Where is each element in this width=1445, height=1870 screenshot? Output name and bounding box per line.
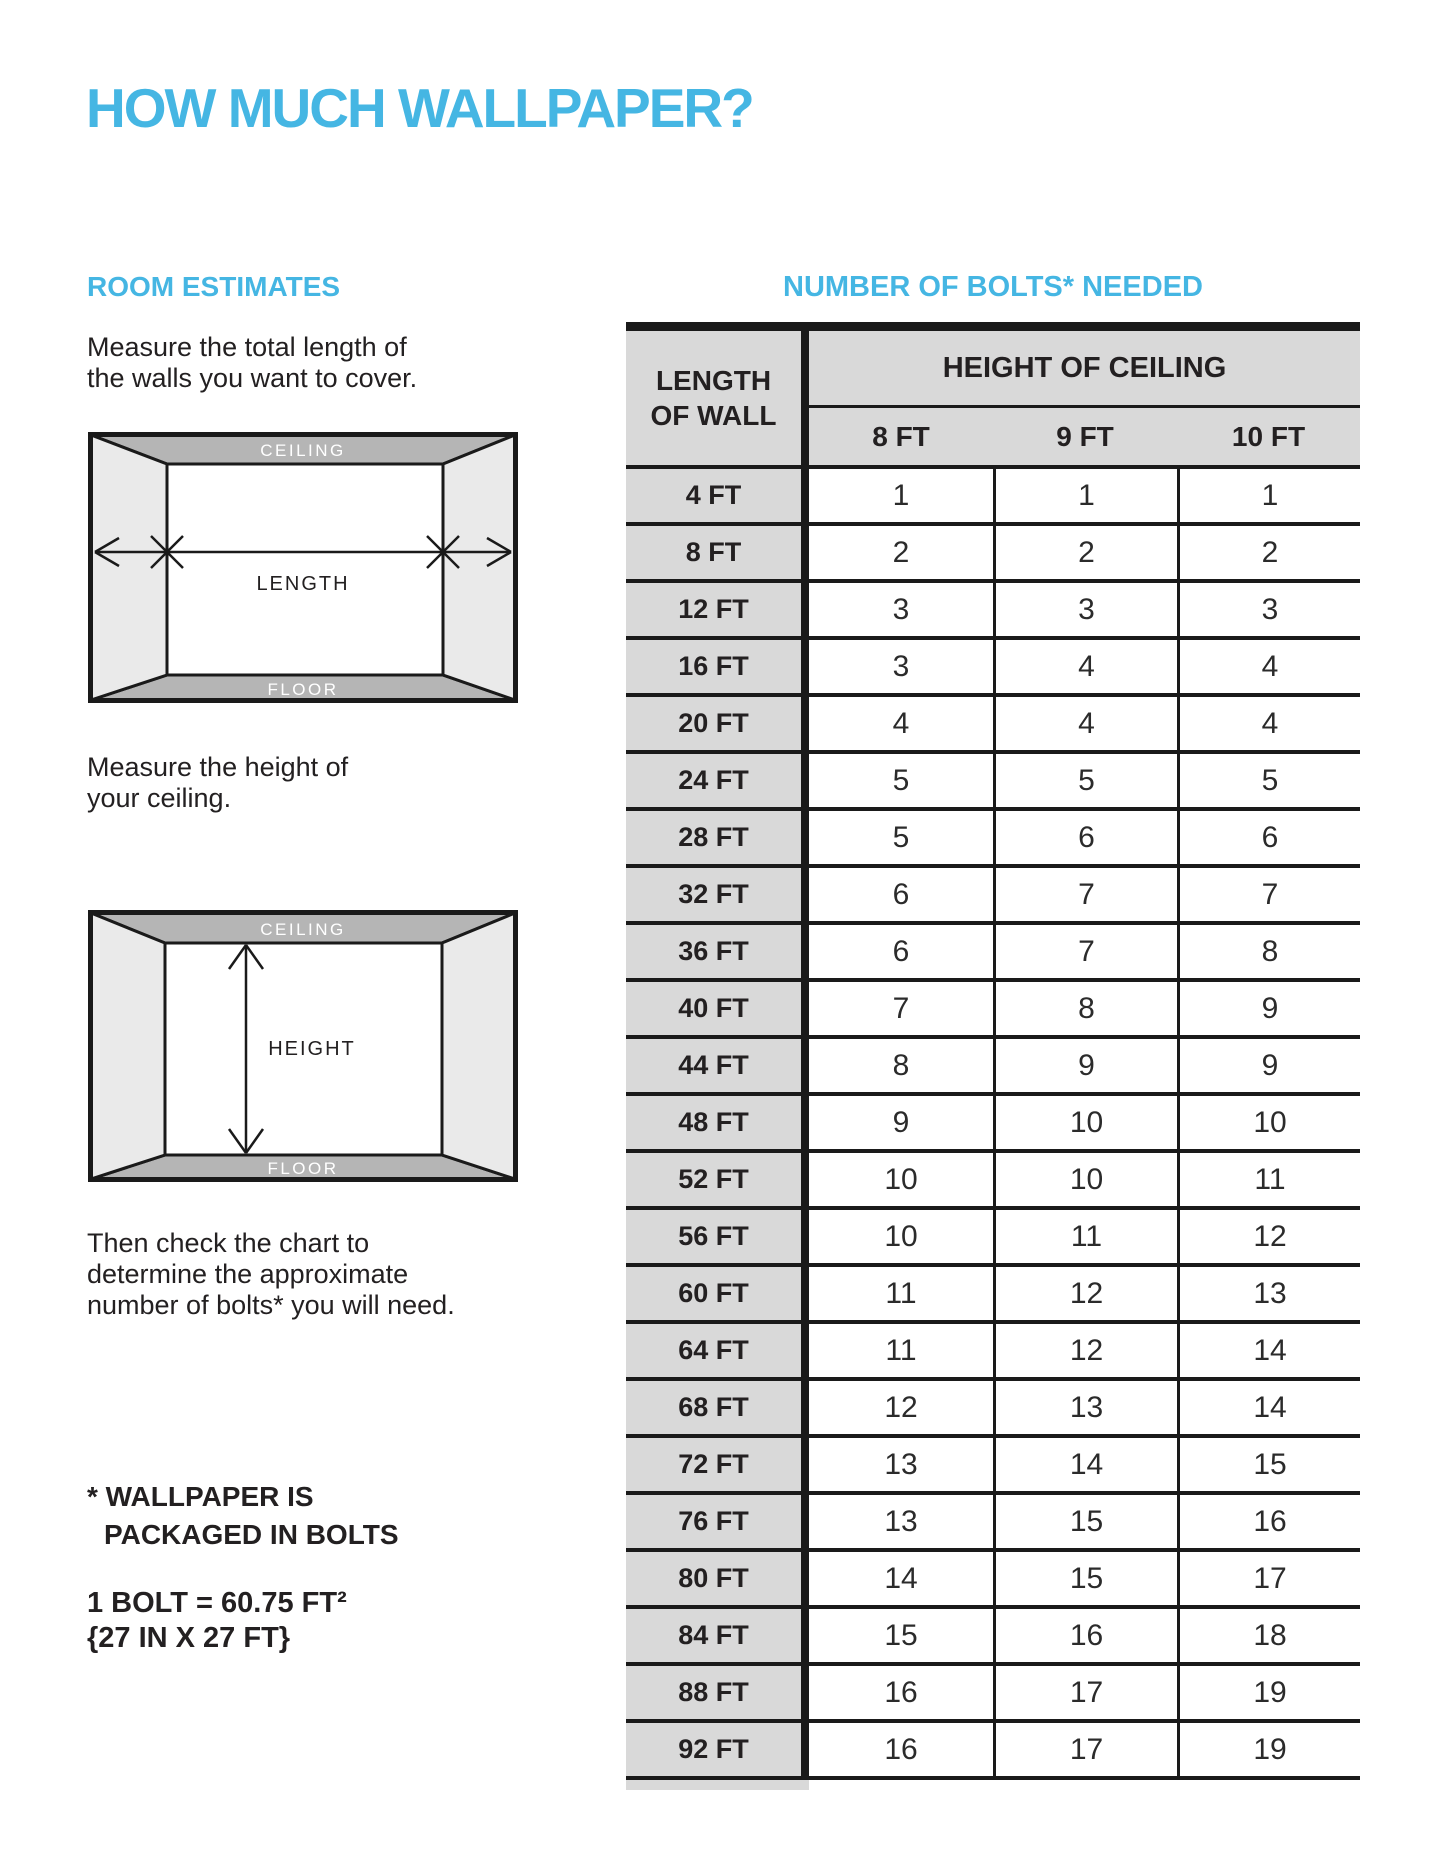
bolt-count-cell-10ft: 18 <box>1177 1609 1360 1662</box>
table-row <box>626 1605 1360 1662</box>
ceiling-label: CEILING <box>260 920 346 939</box>
check-chart-paragraph <box>87 1228 455 1321</box>
row-label: 68 FT <box>626 1381 809 1434</box>
bolt-count-cell-10ft: 1 <box>1177 469 1360 522</box>
column-header-10ft: 10 FT <box>1231 420 1306 452</box>
bolt-count-cell-10ft: 9 <box>1177 1039 1360 1092</box>
table-row <box>626 978 1360 1035</box>
bolt-count-cell-9ft: 15 <box>993 1495 1177 1548</box>
table-header <box>626 331 1360 465</box>
length-of-wall-header <box>626 331 809 465</box>
bolt-size-line: 1 BOLT = 60.75 FT² <box>87 1587 347 1619</box>
bolt-count-cell-10ft: 8 <box>1177 925 1360 978</box>
wallpaper-bolts-footnote <box>87 1478 399 1554</box>
bolt-count-cell-10ft: 6 <box>1177 811 1360 864</box>
table-row <box>626 465 1360 522</box>
bolt-count-cell-9ft: 12 <box>993 1267 1177 1320</box>
table-row <box>626 1548 1360 1605</box>
bolt-count-cell-9ft: 4 <box>993 697 1177 750</box>
bolt-count-cell-10ft: 4 <box>1177 640 1360 693</box>
row-label: 24 FT <box>626 754 809 807</box>
table-row <box>626 1719 1360 1776</box>
table-row <box>626 1092 1360 1149</box>
paragraph-line: your ceiling. <box>87 783 232 813</box>
bolt-count-cell-9ft: 10 <box>993 1096 1177 1149</box>
row-label: 88 FT <box>626 1666 809 1719</box>
bolt-count-cell-9ft: 6 <box>993 811 1177 864</box>
bolt-count-cell-10ft: 9 <box>1177 982 1360 1035</box>
bolt-size-note <box>87 1586 347 1656</box>
bolt-count-cell-10ft: 15 <box>1177 1438 1360 1491</box>
row-label: 80 FT <box>626 1552 809 1605</box>
bolts-table <box>626 322 1360 1790</box>
room-length-diagram <box>88 432 518 703</box>
paragraph-line: Then check the chart to <box>87 1228 370 1258</box>
bolt-count-cell-8ft: 10 <box>809 1210 993 1263</box>
row-label: 12 FT <box>626 583 809 636</box>
bolt-count-cell-8ft: 5 <box>809 811 993 864</box>
bolt-count-cell-10ft: 19 <box>1177 1723 1360 1776</box>
table-row <box>626 1491 1360 1548</box>
table-row <box>626 636 1360 693</box>
bolt-count-cell-10ft: 13 <box>1177 1267 1360 1320</box>
left-wall-plane <box>91 913 165 1179</box>
right-wall-plane <box>442 913 515 1179</box>
footnote-line: PACKAGED IN BOLTS <box>104 1519 399 1550</box>
bolt-count-cell-8ft: 9 <box>809 1096 993 1149</box>
paragraph-line: determine the approximate <box>87 1259 409 1289</box>
bolt-count-cell-9ft: 7 <box>993 925 1177 978</box>
right-wall-plane <box>443 435 515 700</box>
row-label: 28 FT <box>626 811 809 864</box>
bolt-count-cell-9ft: 8 <box>993 982 1177 1035</box>
bolt-count-cell-8ft: 16 <box>809 1723 993 1776</box>
ceiling-height-column-headers <box>809 408 1360 465</box>
row-label: 4 FT <box>626 469 809 522</box>
row-label: 36 FT <box>626 925 809 978</box>
length-label: LENGTH <box>256 573 350 595</box>
bolt-count-cell-8ft: 3 <box>809 640 993 693</box>
bolt-count-cell-9ft: 4 <box>993 640 1177 693</box>
paragraph-line: number of bolts* you will need. <box>87 1290 455 1320</box>
row-label: 60 FT <box>626 1267 809 1320</box>
bolt-count-cell-9ft: 7 <box>993 868 1177 921</box>
bolt-count-cell-10ft: 3 <box>1177 583 1360 636</box>
row-label: 72 FT <box>626 1438 809 1491</box>
column-header-8ft: 8 FT <box>872 420 930 452</box>
bolt-count-cell-9ft: 9 <box>993 1039 1177 1092</box>
measure-height-paragraph <box>87 752 348 814</box>
bolt-count-cell-10ft: 5 <box>1177 754 1360 807</box>
bolt-count-cell-10ft: 2 <box>1177 526 1360 579</box>
bolt-count-cell-10ft: 19 <box>1177 1666 1360 1719</box>
height-of-ceiling-header-group <box>809 331 1360 465</box>
bolt-count-cell-9ft: 5 <box>993 754 1177 807</box>
bolt-count-cell-8ft: 16 <box>809 1666 993 1719</box>
table-row <box>626 750 1360 807</box>
bolt-count-cell-9ft: 14 <box>993 1438 1177 1491</box>
page-title: HOW MUCH WALLPAPER? <box>86 77 753 139</box>
bolt-count-cell-8ft: 11 <box>809 1324 993 1377</box>
bolt-count-cell-9ft: 12 <box>993 1324 1177 1377</box>
header-line: OF WALL <box>650 400 777 431</box>
table-row <box>626 522 1360 579</box>
bolt-count-cell-10ft: 17 <box>1177 1552 1360 1605</box>
bolt-count-cell-9ft: 15 <box>993 1552 1177 1605</box>
floor-label: FLOOR <box>267 680 339 699</box>
bolt-count-cell-9ft: 17 <box>993 1666 1177 1719</box>
table-row <box>626 693 1360 750</box>
height-label: HEIGHT <box>268 1038 356 1060</box>
bolt-count-cell-10ft: 11 <box>1177 1153 1360 1206</box>
table-row <box>626 1263 1360 1320</box>
bolt-size-line: {27 IN X 27 FT} <box>87 1622 291 1654</box>
table-top-border <box>626 322 1360 331</box>
table-row <box>626 864 1360 921</box>
bolt-count-cell-10ft: 14 <box>1177 1324 1360 1377</box>
bolt-count-cell-9ft: 1 <box>993 469 1177 522</box>
table-row <box>626 807 1360 864</box>
bolt-count-cell-8ft: 13 <box>809 1495 993 1548</box>
bolt-count-cell-8ft: 12 <box>809 1381 993 1434</box>
row-label: 44 FT <box>626 1039 809 1092</box>
bolt-count-cell-8ft: 6 <box>809 868 993 921</box>
bolt-count-cell-8ft: 5 <box>809 754 993 807</box>
bolt-count-cell-8ft: 6 <box>809 925 993 978</box>
bolt-count-cell-8ft: 7 <box>809 982 993 1035</box>
bolts-needed-heading: NUMBER OF BOLTS* NEEDED <box>783 271 1203 303</box>
bolt-count-cell-9ft: 17 <box>993 1723 1177 1776</box>
table-row <box>626 1206 1360 1263</box>
bolt-count-cell-9ft: 10 <box>993 1153 1177 1206</box>
bolt-count-cell-8ft: 2 <box>809 526 993 579</box>
room-estimates-heading: ROOM ESTIMATES <box>87 271 341 302</box>
row-label: 48 FT <box>626 1096 809 1149</box>
table-row <box>626 921 1360 978</box>
bolt-count-cell-8ft: 13 <box>809 1438 993 1491</box>
ceiling-label: CEILING <box>260 441 346 460</box>
height-of-ceiling-header: HEIGHT OF CEILING <box>809 331 1360 408</box>
ceiling-height-diagram <box>88 910 518 1182</box>
row-label: 64 FT <box>626 1324 809 1377</box>
table-body <box>626 465 1360 1776</box>
back-wall-plane <box>167 464 443 675</box>
bolt-count-cell-8ft: 10 <box>809 1153 993 1206</box>
table-row <box>626 1662 1360 1719</box>
measure-length-paragraph <box>87 332 417 394</box>
bolt-count-cell-10ft: 12 <box>1177 1210 1360 1263</box>
bolt-count-cell-8ft: 14 <box>809 1552 993 1605</box>
floor-label: FLOOR <box>267 1159 339 1178</box>
paragraph-line: Measure the height of <box>87 752 349 782</box>
table-row <box>626 1434 1360 1491</box>
table-row <box>626 1149 1360 1206</box>
bolt-count-cell-10ft: 14 <box>1177 1381 1360 1434</box>
paragraph-line: the walls you want to cover. <box>87 363 418 393</box>
row-label: 32 FT <box>626 868 809 921</box>
bolt-count-cell-9ft: 3 <box>993 583 1177 636</box>
row-label: 40 FT <box>626 982 809 1035</box>
bolt-count-cell-8ft: 15 <box>809 1609 993 1662</box>
table-bottom-stub <box>626 1780 809 1790</box>
bolt-count-cell-9ft: 16 <box>993 1609 1177 1662</box>
bolt-count-cell-10ft: 10 <box>1177 1096 1360 1149</box>
table-row <box>626 1035 1360 1092</box>
left-wall-plane <box>91 435 167 700</box>
bolt-count-cell-8ft: 1 <box>809 469 993 522</box>
table-row <box>626 1377 1360 1434</box>
bolt-count-cell-8ft: 4 <box>809 697 993 750</box>
row-label: 92 FT <box>626 1723 809 1776</box>
paragraph-line: Measure the total length of <box>87 332 407 362</box>
row-label: 76 FT <box>626 1495 809 1548</box>
bolt-count-cell-9ft: 13 <box>993 1381 1177 1434</box>
bolt-count-cell-9ft: 2 <box>993 526 1177 579</box>
footnote-line: * WALLPAPER IS <box>87 1481 314 1512</box>
row-label: 56 FT <box>626 1210 809 1263</box>
row-label: 84 FT <box>626 1609 809 1662</box>
row-label: 16 FT <box>626 640 809 693</box>
bolt-count-cell-8ft: 8 <box>809 1039 993 1092</box>
bolt-count-cell-10ft: 4 <box>1177 697 1360 750</box>
row-label: 52 FT <box>626 1153 809 1206</box>
header-line: LENGTH <box>655 365 772 396</box>
column-header-9ft: 9 FT <box>1056 420 1114 452</box>
bolt-count-cell-10ft: 7 <box>1177 868 1360 921</box>
bolt-count-cell-8ft: 3 <box>809 583 993 636</box>
row-label: 8 FT <box>626 526 809 579</box>
bolt-count-cell-8ft: 11 <box>809 1267 993 1320</box>
row-label: 20 FT <box>626 697 809 750</box>
bolt-count-cell-10ft: 16 <box>1177 1495 1360 1548</box>
table-row <box>626 1320 1360 1377</box>
bolt-count-cell-9ft: 11 <box>993 1210 1177 1263</box>
table-row <box>626 579 1360 636</box>
